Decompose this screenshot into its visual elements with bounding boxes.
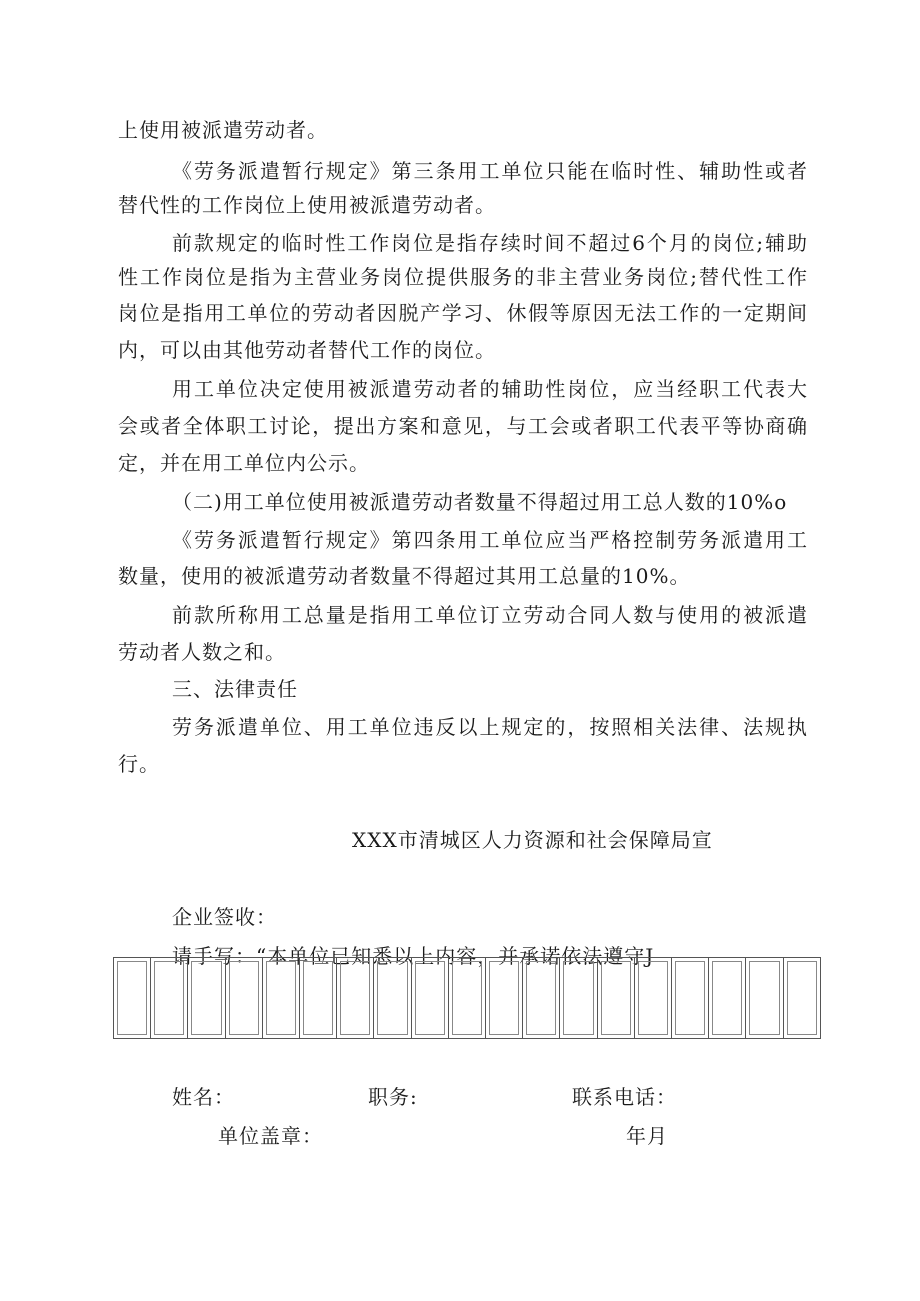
position-label: 职务:: [368, 1085, 418, 1109]
body-line: （二)用工单位使用被派遣劳动者数量不得超过用工总人数的10%o: [172, 490, 788, 514]
handwriting-cell[interactable]: [337, 958, 374, 1038]
handwriting-cell[interactable]: [188, 958, 225, 1038]
body-line: 性工作岗位是指为主营业务岗位提供服务的非主营业务岗位;替代性工作: [118, 265, 808, 289]
body-line: 《劳务派遣暂行规定》第四条用工单位应当严格控制劳务派遣用工: [172, 528, 808, 552]
body-line: 前款所称用工总量是指用工单位订立劳动合同人数与使用的被派遣: [172, 603, 808, 627]
seal-label: 单位盖章：: [218, 1124, 323, 1148]
handwriting-cell[interactable]: [263, 958, 300, 1038]
date-label: 年月: [626, 1124, 668, 1148]
handwriting-cell[interactable]: [784, 958, 820, 1038]
body-line: 《劳务派遣暂行规定》第三条用工单位只能在临时性、辅助性或者: [172, 159, 808, 183]
handwriting-cell[interactable]: [560, 958, 597, 1038]
handwriting-cell[interactable]: [486, 958, 523, 1038]
handwriting-cell[interactable]: [374, 958, 411, 1038]
body-line: 前款规定的临时性工作岗位是指存续时间不超过6个月的岗位;辅助: [172, 231, 808, 255]
body-line: 会或者全体职工讨论，提出方案和意见，与工会或者职工代表平等协商确: [118, 414, 808, 438]
body-line: 用工单位决定使用被派遣劳动者的辅助性岗位，应当经职工代表大: [172, 377, 808, 401]
body-line: 行。: [118, 752, 160, 776]
handwriting-cell[interactable]: [672, 958, 709, 1038]
handwriting-grid[interactable]: [113, 957, 821, 1039]
handwriting-cell[interactable]: [598, 958, 635, 1038]
body-line: 上使用被派遣劳动者。: [118, 118, 328, 142]
body-line: 内，可以由其他劳动者替代工作的岗位。: [118, 338, 496, 362]
handwrite-prompt: 请手写：“本单位已知悉以上内容，并承诺依法遵守J: [172, 944, 655, 968]
handwriting-cell[interactable]: [635, 958, 672, 1038]
handwriting-cell[interactable]: [412, 958, 449, 1038]
handwriting-cell[interactable]: [114, 958, 151, 1038]
handwriting-cell[interactable]: [300, 958, 337, 1038]
handwriting-cell[interactable]: [709, 958, 746, 1038]
body-line: 替代性的工作岗位上使用被派遣劳动者。: [118, 193, 496, 217]
handwriting-cell[interactable]: [226, 958, 263, 1038]
handwriting-cell[interactable]: [449, 958, 486, 1038]
handwriting-cell[interactable]: [523, 958, 560, 1038]
body-line: 劳务派遣单位、用工单位违反以上规定的，按照相关法律、法规执: [172, 715, 808, 739]
section-heading: 三、法律责任: [172, 677, 298, 701]
handwriting-cell[interactable]: [746, 958, 783, 1038]
phone-label: 联系电话：: [572, 1085, 677, 1109]
body-line: 定，并在用工单位内公示。: [118, 451, 370, 475]
issuer-signature: XXX市清城区人力资源和社会保障局宣: [352, 828, 713, 852]
name-label: 姓名：: [172, 1085, 235, 1109]
body-line: 数量，使用的被派遣劳动者数量不得超过其用工总量的10%。: [118, 564, 691, 588]
body-line: 岗位是指用工单位的劳动者因脱产学习、休假等原因无法工作的一定期间: [118, 301, 808, 325]
body-line: 劳动者人数之和。: [118, 640, 286, 664]
handwriting-cell[interactable]: [151, 958, 188, 1038]
receipt-label: 企业签收：: [172, 905, 277, 929]
